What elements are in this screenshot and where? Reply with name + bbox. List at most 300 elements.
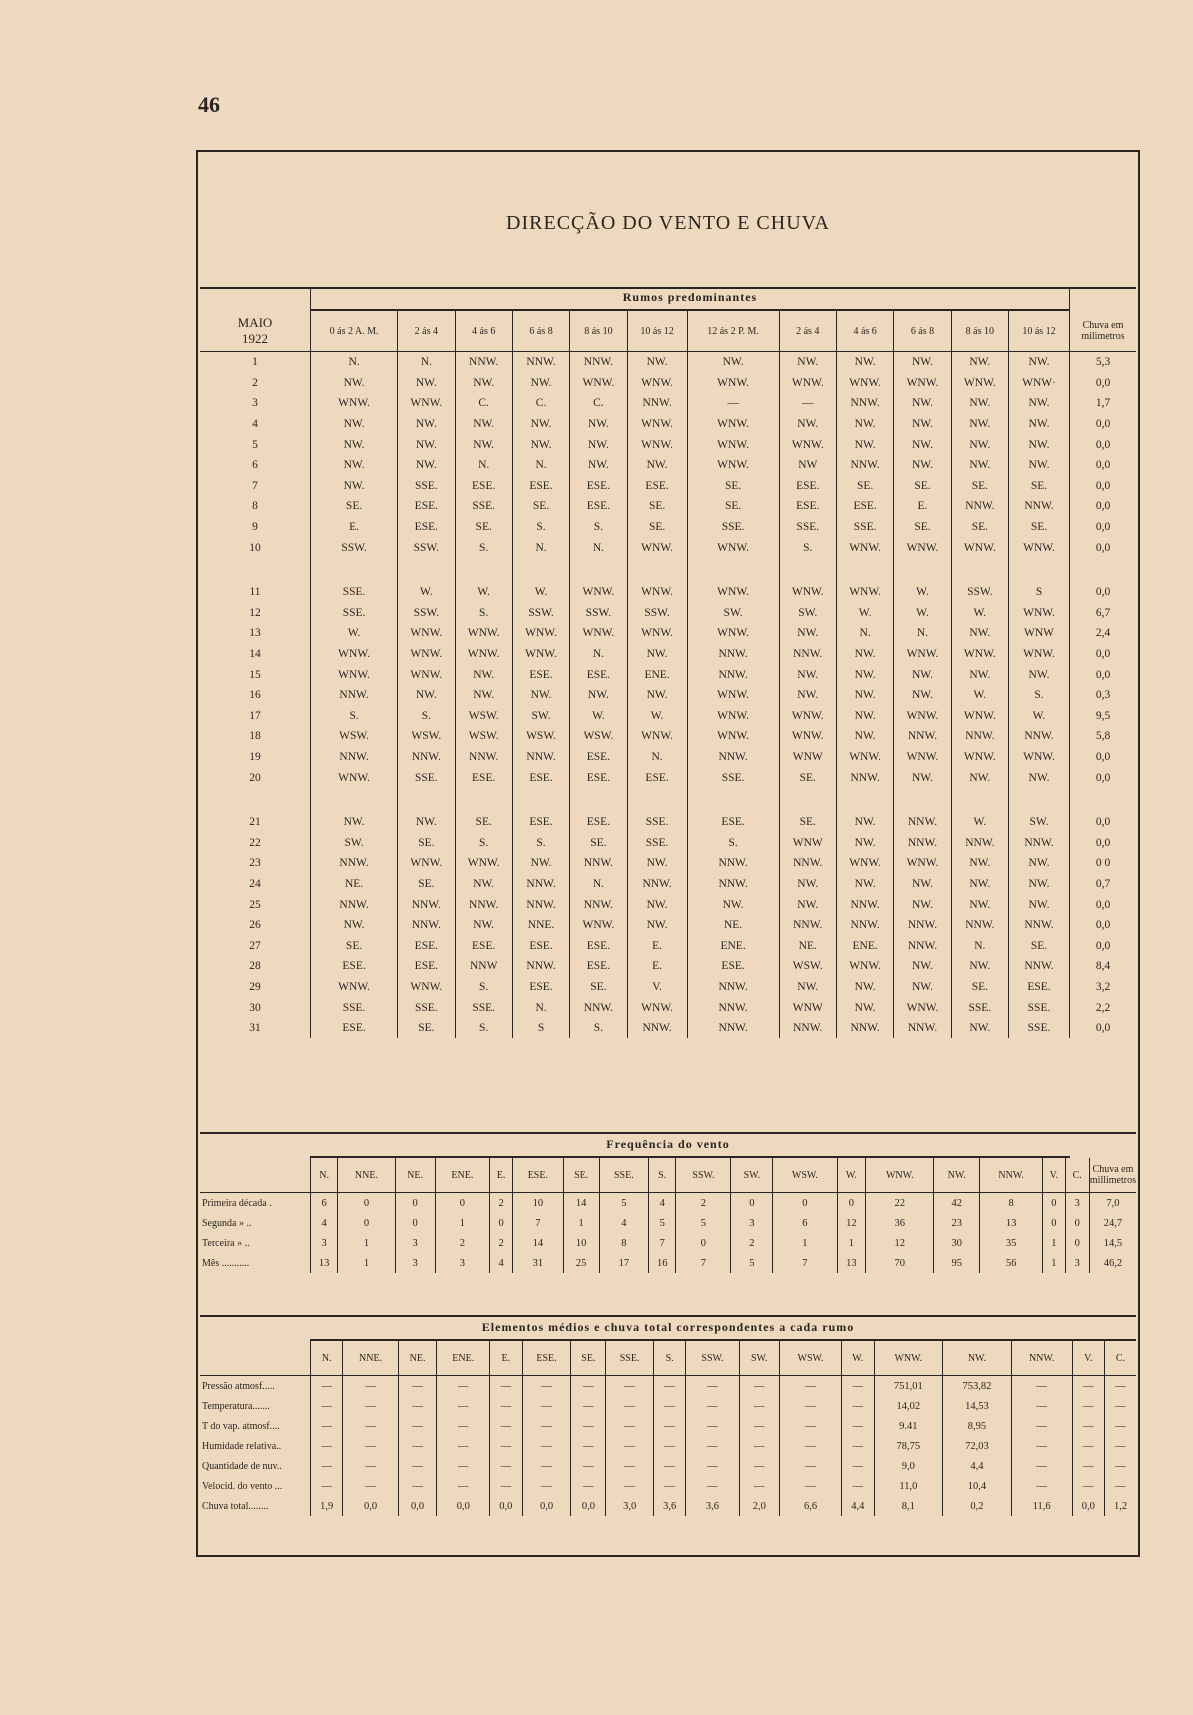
frequency-value: 1 bbox=[338, 1233, 395, 1253]
frequency-value: 0 bbox=[837, 1193, 866, 1214]
frequency-value: 0 bbox=[1065, 1233, 1089, 1253]
wind-direction: WNW. bbox=[836, 853, 893, 874]
wind-direction: WSW. bbox=[570, 726, 627, 747]
wind-direction: SE. bbox=[836, 476, 893, 497]
wind-direction: NW. bbox=[512, 685, 569, 706]
wind-direction: NW. bbox=[836, 832, 893, 853]
wind-direction: WSW. bbox=[398, 726, 455, 747]
wind-direction: NNW. bbox=[512, 956, 569, 977]
wind-direction: NW. bbox=[1009, 664, 1070, 685]
direction-header: V. bbox=[1043, 1158, 1065, 1193]
wind-direction: NW. bbox=[398, 414, 455, 435]
frequency-value: 23 bbox=[934, 1213, 980, 1233]
rain-value: 14,5 bbox=[1089, 1233, 1136, 1253]
wind-direction: W. bbox=[951, 603, 1008, 624]
direction-header: NW. bbox=[934, 1158, 980, 1193]
frequency-value: 7 bbox=[649, 1233, 676, 1253]
day-number: 31 bbox=[249, 1022, 261, 1035]
day-number: 22 bbox=[249, 836, 261, 849]
direction-header: SE. bbox=[563, 1158, 599, 1193]
wind-direction: NNE. bbox=[512, 915, 569, 936]
element-row bbox=[200, 1496, 1136, 1516]
elementos-table bbox=[200, 1341, 1136, 1516]
day-row bbox=[200, 455, 1136, 476]
element-value: 9,0 bbox=[874, 1456, 943, 1476]
period-header: 10 ás 12 bbox=[627, 311, 687, 352]
direction-header: ESE. bbox=[513, 1158, 564, 1193]
period-header: 2 ás 4 bbox=[779, 311, 836, 352]
element-value: 0,2 bbox=[943, 1496, 1012, 1516]
element-value: — bbox=[343, 1456, 398, 1476]
wind-direction: WNW. bbox=[398, 977, 455, 998]
day-row bbox=[200, 853, 1136, 874]
wind-direction: NNW. bbox=[779, 1018, 836, 1039]
wind-direction: NW. bbox=[894, 414, 951, 435]
element-value: — bbox=[686, 1456, 739, 1476]
frequency-value: 3 bbox=[1065, 1253, 1089, 1273]
rain-value: 0,0 bbox=[1070, 1018, 1137, 1039]
frequencia-heading: Frequência do vento bbox=[606, 1137, 730, 1151]
frequency-value: 3 bbox=[395, 1233, 435, 1253]
wind-direction: NNW. bbox=[894, 935, 951, 956]
day-row bbox=[200, 997, 1136, 1018]
element-value: — bbox=[343, 1376, 398, 1397]
element-value: 0,0 bbox=[571, 1496, 606, 1516]
rain-value: 0,0 bbox=[1070, 373, 1137, 394]
wind-direction: NNW. bbox=[687, 644, 779, 665]
wind-direction: NNW. bbox=[951, 496, 1008, 517]
wind-direction: E. bbox=[627, 956, 687, 977]
wind-direction: S. bbox=[687, 832, 779, 853]
element-value: 753,82 bbox=[943, 1376, 1012, 1397]
element-value: — bbox=[311, 1416, 343, 1436]
element-value: — bbox=[343, 1476, 398, 1496]
wind-direction: NW. bbox=[951, 434, 1008, 455]
wind-direction: ESE. bbox=[512, 476, 569, 497]
wind-direction: NW bbox=[779, 455, 836, 476]
wind-direction: SE. bbox=[311, 496, 398, 517]
wind-direction: WSW. bbox=[779, 956, 836, 977]
decade-gap bbox=[200, 558, 1136, 582]
wind-direction: NW. bbox=[627, 644, 687, 665]
wind-direction: NW. bbox=[512, 434, 569, 455]
frequency-value: 0 bbox=[395, 1193, 435, 1214]
element-value: — bbox=[686, 1436, 739, 1456]
element-row bbox=[200, 1436, 1136, 1456]
wind-direction: NW. bbox=[398, 373, 455, 394]
element-value: — bbox=[779, 1476, 841, 1496]
element-value: — bbox=[437, 1416, 490, 1436]
rain-value: 0,0 bbox=[1070, 476, 1137, 497]
wind-direction: WNW. bbox=[951, 747, 1008, 768]
wind-direction: SW. bbox=[1009, 812, 1070, 833]
element-value: — bbox=[437, 1456, 490, 1476]
rumos-heading: Rumos predominantes bbox=[622, 289, 758, 304]
direction-header: NW. bbox=[943, 1341, 1012, 1376]
day-row bbox=[200, 726, 1136, 747]
period-header: 2 ás 4 bbox=[398, 311, 455, 352]
wind-direction: SSE. bbox=[779, 517, 836, 538]
element-value: — bbox=[437, 1476, 490, 1496]
wind-direction: SE. bbox=[951, 517, 1008, 538]
wind-direction: S. bbox=[570, 1018, 627, 1039]
wind-direction: NNW. bbox=[398, 747, 455, 768]
day-row bbox=[200, 496, 1136, 517]
wind-direction: WNW. bbox=[627, 726, 687, 747]
element-value: — bbox=[398, 1436, 437, 1456]
day-number: 8 bbox=[252, 500, 258, 513]
day-number: 17 bbox=[249, 709, 261, 722]
wind-direction: SE. bbox=[1009, 476, 1070, 497]
row-label: Velocid. do vento ... bbox=[202, 1480, 283, 1492]
wind-direction: NW. bbox=[311, 455, 398, 476]
wind-direction: NNW. bbox=[570, 894, 627, 915]
period-header: 10 ás 12 bbox=[1009, 311, 1070, 352]
frequency-value: 17 bbox=[599, 1253, 648, 1273]
frequencia-table bbox=[200, 1158, 1136, 1273]
wind-direction: ESE. bbox=[779, 496, 836, 517]
wind-direction: NW. bbox=[894, 664, 951, 685]
wind-direction: W. bbox=[836, 603, 893, 624]
element-value: 11,6 bbox=[1011, 1496, 1072, 1516]
wind-direction: NNW. bbox=[512, 352, 569, 373]
wind-direction: SSE. bbox=[951, 997, 1008, 1018]
wind-direction: WNW bbox=[779, 832, 836, 853]
day-row bbox=[200, 476, 1136, 497]
wind-direction: NNW. bbox=[687, 1018, 779, 1039]
element-value: 2,0 bbox=[739, 1496, 779, 1516]
wind-direction: S bbox=[1009, 582, 1070, 603]
wind-direction: NW. bbox=[951, 393, 1008, 414]
wind-direction: SE. bbox=[687, 476, 779, 497]
wind-direction: — bbox=[779, 393, 836, 414]
element-value: — bbox=[653, 1436, 685, 1456]
wind-direction: SSE. bbox=[687, 517, 779, 538]
frequency-value: 6 bbox=[773, 1213, 837, 1233]
frequency-value: 1 bbox=[563, 1213, 599, 1233]
day-row bbox=[200, 832, 1136, 853]
element-value: — bbox=[1011, 1416, 1072, 1436]
rain-value: 0,0 bbox=[1070, 935, 1137, 956]
wind-direction: NW. bbox=[687, 352, 779, 373]
wind-direction: S. bbox=[455, 537, 512, 558]
wind-direction: WNW. bbox=[894, 706, 951, 727]
row-label: T do vap. atmosf.... bbox=[202, 1420, 280, 1432]
wind-direction: ESE. bbox=[398, 517, 455, 538]
wind-direction: NW. bbox=[951, 623, 1008, 644]
frequency-value: 4 bbox=[490, 1253, 513, 1273]
day-number: 11 bbox=[249, 586, 261, 599]
direction-header: ENE. bbox=[435, 1158, 490, 1193]
direction-header: N. bbox=[311, 1341, 343, 1376]
wind-direction: WNW. bbox=[894, 997, 951, 1018]
day-number: 18 bbox=[249, 730, 261, 743]
wind-direction: ESE. bbox=[570, 767, 627, 788]
wind-direction: S. bbox=[455, 977, 512, 998]
page-frame bbox=[196, 150, 1140, 1557]
element-value: — bbox=[1105, 1436, 1136, 1456]
wind-direction: NW. bbox=[1009, 393, 1070, 414]
wind-direction: SE. bbox=[398, 874, 455, 895]
frequency-value: 4 bbox=[649, 1193, 676, 1214]
wind-direction: WNW. bbox=[687, 455, 779, 476]
element-value: 751,01 bbox=[874, 1376, 943, 1397]
day-number: 1 bbox=[252, 356, 258, 369]
wind-direction: W. bbox=[951, 685, 1008, 706]
wind-direction: N. bbox=[570, 537, 627, 558]
wind-direction: NNW. bbox=[627, 874, 687, 895]
wind-direction: WNW. bbox=[512, 644, 569, 665]
element-value: 1,2 bbox=[1105, 1496, 1136, 1516]
wind-direction: ESE. bbox=[687, 956, 779, 977]
wind-direction: SE. bbox=[398, 1018, 455, 1039]
element-value: — bbox=[842, 1376, 874, 1397]
wind-direction: NW. bbox=[951, 874, 1008, 895]
wind-direction: SSE. bbox=[398, 767, 455, 788]
wind-direction: NNW. bbox=[894, 915, 951, 936]
wind-direction: WNW. bbox=[687, 685, 779, 706]
wind-direction: N. bbox=[570, 874, 627, 895]
element-value: 0,0 bbox=[1072, 1496, 1104, 1516]
wind-direction: WNW. bbox=[1009, 747, 1070, 768]
wind-direction: SSE. bbox=[627, 812, 687, 833]
wind-direction: SSE. bbox=[836, 517, 893, 538]
direction-header: SW. bbox=[739, 1341, 779, 1376]
element-value: 3,6 bbox=[653, 1496, 685, 1516]
rain-value: 0,0 bbox=[1070, 537, 1137, 558]
element-value: — bbox=[490, 1456, 522, 1476]
day-row bbox=[200, 874, 1136, 895]
wind-direction: ESE. bbox=[398, 496, 455, 517]
frequency-value: 3 bbox=[731, 1213, 773, 1233]
wind-direction: SSW. bbox=[311, 537, 398, 558]
wind-direction: WNW bbox=[779, 747, 836, 768]
wind-direction: WNW bbox=[779, 997, 836, 1018]
wind-direction: NW. bbox=[779, 352, 836, 373]
wind-direction: N. bbox=[951, 935, 1008, 956]
wind-direction: SSW. bbox=[512, 603, 569, 624]
rain-value: 1,7 bbox=[1070, 393, 1137, 414]
frequency-value: 42 bbox=[934, 1193, 980, 1214]
element-value: — bbox=[1105, 1396, 1136, 1416]
frequency-row bbox=[200, 1233, 1136, 1253]
element-value: 14,02 bbox=[874, 1396, 943, 1416]
wind-direction: NW. bbox=[1009, 414, 1070, 435]
wind-direction: SE. bbox=[951, 977, 1008, 998]
frequency-value: 0 bbox=[395, 1213, 435, 1233]
day-row bbox=[200, 685, 1136, 706]
element-value: — bbox=[779, 1396, 841, 1416]
element-value: 0,0 bbox=[343, 1496, 398, 1516]
wind-direction: WNW. bbox=[836, 956, 893, 977]
day-number: 29 bbox=[249, 980, 261, 993]
rain-value: 0,0 bbox=[1070, 455, 1137, 476]
direction-header: SSW. bbox=[686, 1341, 739, 1376]
frequency-value: 1 bbox=[1043, 1233, 1065, 1253]
wind-direction: NW. bbox=[836, 664, 893, 685]
wind-direction: ESE. bbox=[398, 935, 455, 956]
wind-direction: ESE. bbox=[455, 767, 512, 788]
direction-header: NNE. bbox=[343, 1341, 398, 1376]
wind-direction: NNW. bbox=[836, 767, 893, 788]
element-value: — bbox=[398, 1376, 437, 1397]
wind-direction: NW. bbox=[836, 812, 893, 833]
rain-value: 0 0 bbox=[1070, 853, 1137, 874]
wind-direction: N. bbox=[627, 747, 687, 768]
wind-direction: NW. bbox=[779, 894, 836, 915]
rain-value: 9,5 bbox=[1070, 706, 1137, 727]
wind-direction: SE. bbox=[779, 812, 836, 833]
element-value: — bbox=[739, 1416, 779, 1436]
wind-direction: SE. bbox=[627, 496, 687, 517]
rain-value: 0,0 bbox=[1070, 894, 1137, 915]
frequency-value: 2 bbox=[435, 1233, 490, 1253]
wind-direction: NNW. bbox=[512, 894, 569, 915]
wind-direction: N. bbox=[455, 455, 512, 476]
element-value: — bbox=[522, 1476, 571, 1496]
wind-direction: NNW. bbox=[570, 997, 627, 1018]
wind-direction: N. bbox=[512, 537, 569, 558]
direction-header: NE. bbox=[398, 1341, 437, 1376]
element-value: — bbox=[522, 1376, 571, 1397]
wind-direction: ESE. bbox=[512, 977, 569, 998]
wind-direction: NW. bbox=[836, 434, 893, 455]
element-value: — bbox=[653, 1476, 685, 1496]
rain-value: 0,7 bbox=[1070, 874, 1137, 895]
frequency-value: 7 bbox=[513, 1213, 564, 1233]
wind-direction: NNW. bbox=[779, 915, 836, 936]
wind-direction: NE. bbox=[311, 874, 398, 895]
row-label: Mês ........... bbox=[202, 1257, 250, 1269]
wind-direction: W. bbox=[311, 623, 398, 644]
day-row bbox=[200, 393, 1136, 414]
wind-direction: ESE. bbox=[512, 767, 569, 788]
frequency-value: 3 bbox=[435, 1253, 490, 1273]
row-label: Pressão atmosf..... bbox=[202, 1380, 275, 1392]
element-value: — bbox=[343, 1416, 398, 1436]
element-value: — bbox=[571, 1436, 606, 1456]
wind-direction: SSW. bbox=[627, 603, 687, 624]
wind-direction: WNW. bbox=[570, 582, 627, 603]
wind-direction: NW. bbox=[627, 894, 687, 915]
direction-header: C. bbox=[1065, 1158, 1089, 1193]
wind-direction: WNW. bbox=[779, 434, 836, 455]
wind-direction: NW. bbox=[1009, 874, 1070, 895]
wind-direction: NW. bbox=[779, 414, 836, 435]
wind-direction: WNW. bbox=[951, 373, 1008, 394]
element-value: — bbox=[1105, 1376, 1136, 1397]
wind-direction: ESE. bbox=[687, 812, 779, 833]
wind-direction: NW. bbox=[398, 812, 455, 833]
element-value: — bbox=[343, 1436, 398, 1456]
frequency-row bbox=[200, 1253, 1136, 1273]
element-value: 11,0 bbox=[874, 1476, 943, 1496]
wind-direction: NW. bbox=[627, 455, 687, 476]
wind-direction: WNW· bbox=[1009, 373, 1070, 394]
element-value: 0,0 bbox=[398, 1496, 437, 1516]
wind-direction: WNW. bbox=[1009, 537, 1070, 558]
month-year-header bbox=[200, 311, 311, 352]
frequency-value: 0 bbox=[1065, 1213, 1089, 1233]
day-row bbox=[200, 644, 1136, 665]
element-value: 0,0 bbox=[490, 1496, 522, 1516]
wind-direction: WNW. bbox=[1009, 644, 1070, 665]
frequency-value: 5 bbox=[649, 1213, 676, 1233]
frequency-value: 3 bbox=[1065, 1193, 1089, 1214]
wind-direction: WNW. bbox=[627, 414, 687, 435]
day-number: 10 bbox=[249, 541, 261, 554]
wind-direction: WSW. bbox=[455, 706, 512, 727]
rain-value: 46,2 bbox=[1089, 1253, 1136, 1273]
wind-direction: NW. bbox=[570, 434, 627, 455]
wind-direction: NW. bbox=[779, 874, 836, 895]
wind-direction: WNW. bbox=[311, 977, 398, 998]
direction-header: E. bbox=[490, 1158, 513, 1193]
wind-direction: NW. bbox=[836, 414, 893, 435]
frequency-value: 12 bbox=[866, 1233, 934, 1253]
wind-direction: N. bbox=[512, 455, 569, 476]
day-number: 19 bbox=[249, 750, 261, 763]
element-value: 3,6 bbox=[686, 1496, 739, 1516]
frequency-value: 14 bbox=[513, 1233, 564, 1253]
wind-direction: ESE. bbox=[1009, 977, 1070, 998]
element-value: — bbox=[606, 1456, 654, 1476]
wind-direction: WNW. bbox=[687, 623, 779, 644]
element-row bbox=[200, 1456, 1136, 1476]
wind-direction: ESE. bbox=[512, 935, 569, 956]
day-number: 4 bbox=[252, 418, 258, 431]
element-value: — bbox=[1072, 1416, 1104, 1436]
wind-direction: WNW. bbox=[311, 644, 398, 665]
wind-direction: WNW. bbox=[779, 373, 836, 394]
wind-direction: WNW. bbox=[627, 434, 687, 455]
wind-direction: WNW. bbox=[779, 706, 836, 727]
row-label: Primeira década . bbox=[202, 1197, 272, 1209]
frequency-value: 1 bbox=[773, 1233, 837, 1253]
element-row bbox=[200, 1376, 1136, 1397]
frequency-value: 0 bbox=[338, 1213, 395, 1233]
wind-direction: NW. bbox=[311, 373, 398, 394]
day-number: 7 bbox=[252, 479, 258, 492]
wind-direction: S. bbox=[570, 517, 627, 538]
day-number: 16 bbox=[249, 689, 261, 702]
frequency-value: 2 bbox=[490, 1233, 513, 1253]
wind-direction: WNW. bbox=[836, 373, 893, 394]
wind-direction: NW. bbox=[836, 685, 893, 706]
direction-header: SSW. bbox=[676, 1158, 731, 1193]
wind-direction: SE. bbox=[311, 935, 398, 956]
direction-header: W. bbox=[842, 1341, 874, 1376]
frequency-value: 25 bbox=[563, 1253, 599, 1273]
wind-direction: E. bbox=[894, 496, 951, 517]
element-value: 6,6 bbox=[779, 1496, 841, 1516]
day-number: 26 bbox=[249, 919, 261, 932]
element-row bbox=[200, 1396, 1136, 1416]
direction-header: S. bbox=[649, 1158, 676, 1193]
day-number: 9 bbox=[252, 521, 258, 534]
wind-direction: NW. bbox=[894, 455, 951, 476]
wind-direction: NW. bbox=[836, 644, 893, 665]
wind-direction: WNW. bbox=[627, 623, 687, 644]
wind-direction: NNW. bbox=[836, 1018, 893, 1039]
wind-direction: S. bbox=[512, 832, 569, 853]
wind-direction: WNW. bbox=[894, 537, 951, 558]
day-row bbox=[200, 956, 1136, 977]
wind-direction: N. bbox=[570, 644, 627, 665]
wind-direction: SSE. bbox=[1009, 1018, 1070, 1039]
day-row bbox=[200, 767, 1136, 788]
wind-direction: WNW. bbox=[894, 747, 951, 768]
